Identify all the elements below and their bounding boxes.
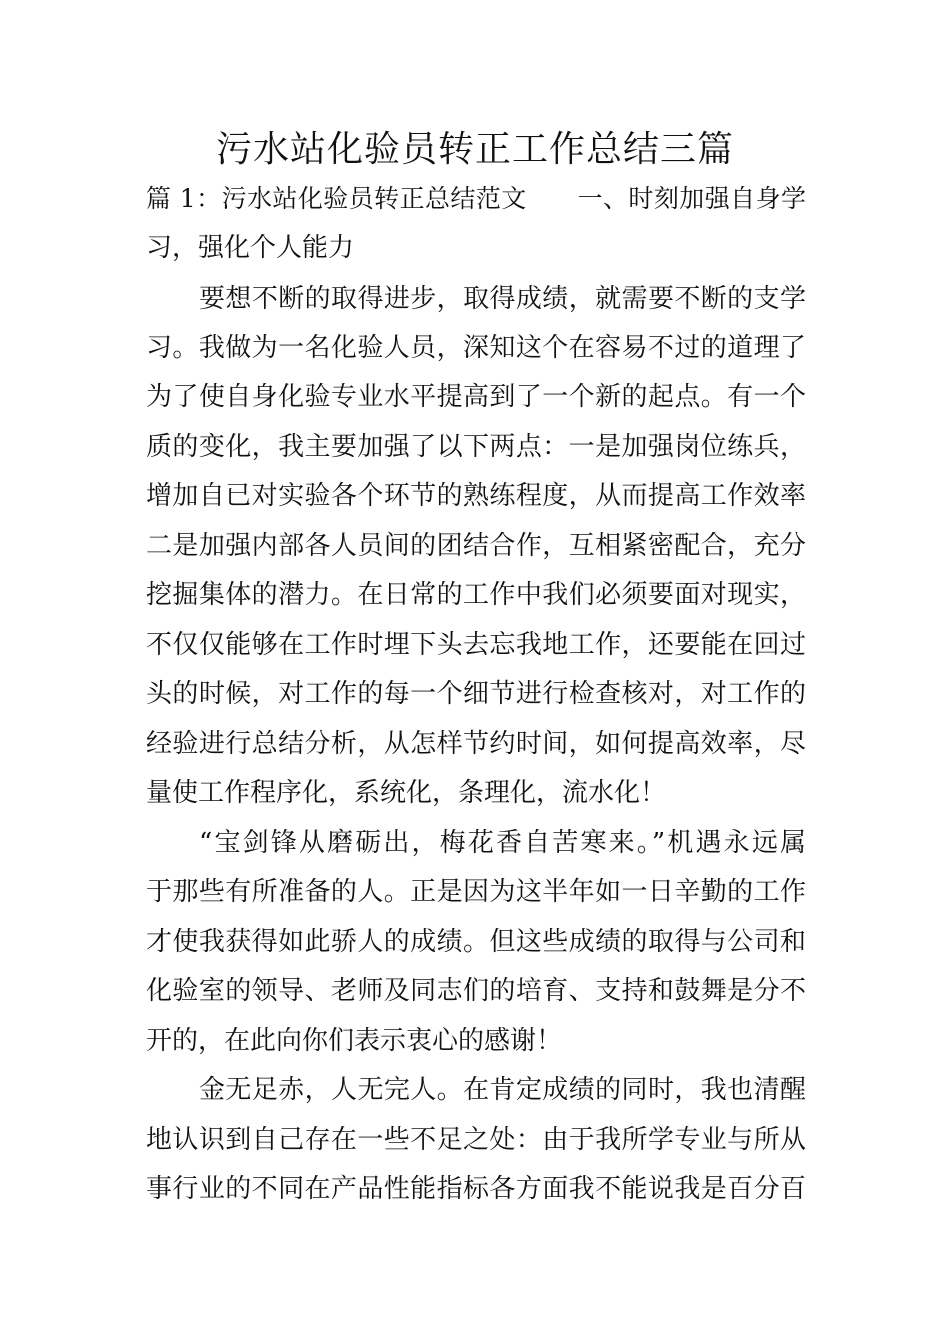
text-line-9: 挖掘集体的潜力。在日常的工作中我们必须要面对现实， [146,580,806,610]
text-line-21: 事行业的不同在产品性能指标各方面我不能说我是百分百 [146,1174,806,1204]
text-line-2: 习，强化个人能力 [146,233,355,263]
text-line-18: 开的，在此向你们表示衷心的感谢！ [146,1026,563,1056]
text-line-5: 为了使自身化验专业水平提高到了一个新的起点。有一个 [146,382,806,412]
text-line-12: 经验进行总结分析，从怎样节约时间，如何提高效率，尽 [146,729,806,759]
text-line-11: 头的时候，对工作的每一个细节进行检查核对，对工作的 [146,679,806,709]
document-title: 污水站化验员转正工作总结三篇 [215,129,734,170]
text-line-15: 于那些有所准备的人。正是因为这半年如一日辛勤的工作 [146,877,806,907]
text-line-14: “宝剑锋从磨砺出，梅花香自苦寒来。”机遇永远属 [199,828,806,858]
text-line-20: 地认识到自己存在一些不足之处：由于我所学专业与所从 [146,1125,806,1155]
text-line-3: 要想不断的取得进步，取得成绩，就需要不断的支学 [199,284,806,314]
text-line-1: 篇 1：污水站化验员转正总结范文 一、时刻加强自身学 [146,184,806,213]
text-line-13: 量使工作程序化，系统化，条理化，流水化！ [146,778,667,808]
text-line-7: 增加自已对实验各个环节的熟练程度，从而提高工作效率 [146,481,806,511]
text-line-6: 质的变化，我主要加强了以下两点：一是加强岗位练兵， [146,432,806,462]
text-line-19: 金无足赤，人无完人。在肯定成绩的同时，我也清醒 [199,1075,806,1105]
text-line-16: 才使我获得如此骄人的成绩。但这些成绩的取得与公司和 [146,927,806,957]
text-line-4: 习。我做为一名化验人员，深知这个在容易不过的道理了 [146,333,806,363]
text-line-8: 二是加强内部各人员间的团结合作，互相紧密配合，充分 [146,531,806,561]
text-line-10: 不仅仅能够在工作时埋下头去忘我地工作，还要能在回过 [146,630,806,660]
text-line-17: 化验室的领导、老师及同志们的培育、支持和鼓舞是分不 [146,976,806,1006]
